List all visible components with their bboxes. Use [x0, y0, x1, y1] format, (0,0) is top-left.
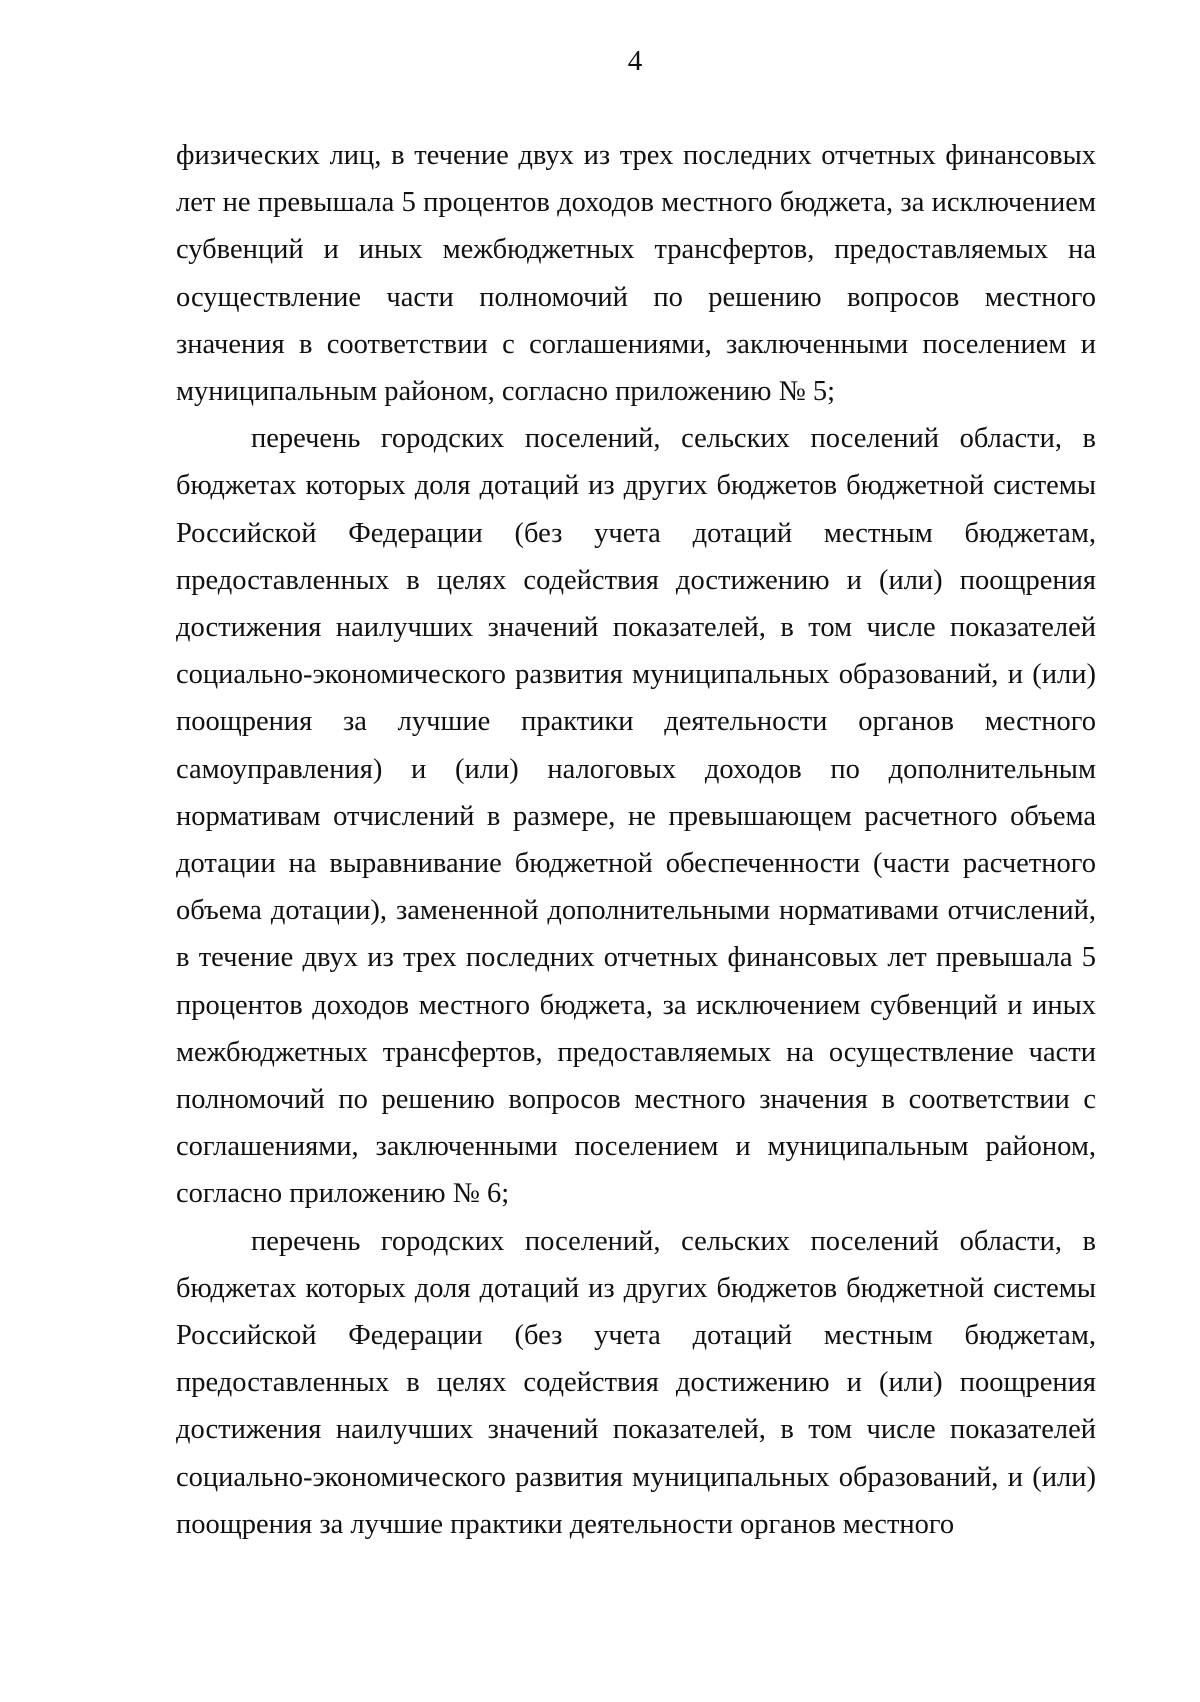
page-number: 4 [627, 45, 643, 77]
paragraph-1: физических лиц, в течение двух из трех последних отчетных финансовых лет не превышала 5 процентов доходов местного бюджета, за исключением субвенций и иных межбюджетных трансфертов, предоставляемых на осуществление части полномочий по решению вопросов местного значения в соответствии с соглашениями, заключенными поселением и муниципальным районом, согласно приложению № 5; [176, 140, 1096, 408]
document-body [176, 132, 1096, 1548]
paragraph-2: перечень городских поселений, сельских поселений области, в бюджетах которых доля дотаций из других бюджетов бюджетной системы Российской Федерации (без учета дотаций местным бюджетам, предоставленных в целях содействия достижению и (или) поощрения достижения наилучших значений показателей, в том числе показателей социально-экономического развития муниципальных образований, и (или) поощрения за лучшие практики деятельности органов местного самоуправления) и (или) налоговых доходов по дополнительным нормативам отчислений в размере, не превышающем расчетного объема дотации на выравнивание бюджетной обеспеченности (части расчетного объема дотации), замененной дополнительными нормативами отчислений, в течение двух из трех последних отчетных финансовых лет превышала 5 процентов доходов местного бюджета, за исключением субвенций и иных межбюджетных трансфертов, предоставляемых на осуществление части полномочий по решению вопросов местного значения в соответствии с соглашениями, заключенными поселением и муниципальным районом, согласно приложению № 6; [176, 423, 1096, 1210]
paragraph-3: перечень городских поселений, сельских поселений области, в бюджетах которых доля дотаций из других бюджетов бюджетной системы Российской Федерации (без учета дотаций местным бюджетам, предоставленных в целях содействия достижению и (или) поощрения достижения наилучших значений показателей, в том числе показателей социально-экономического развития муниципальных образований, и (или) поощрения за лучшие практики деятельности органов местного [176, 1225, 1096, 1540]
